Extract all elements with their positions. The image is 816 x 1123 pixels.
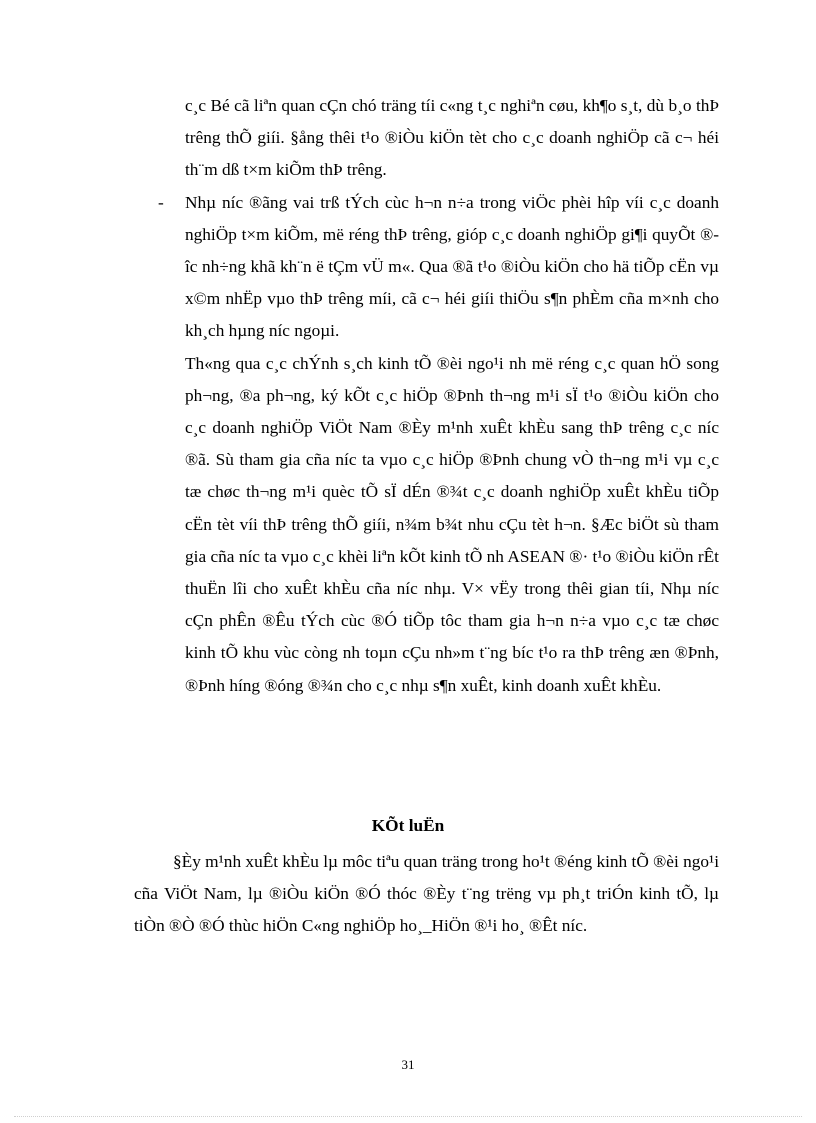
conclusion-paragraph: §Èy m¹nh xuÊt khÈu lµ môc tiªu quan träng trong ho¹t ®éng kinh tÕ ®èi ngo¹i cña ViÖt Nam, lµ ®iÒu kiÖn ®Ó thóc ®Èy t¨ng trëng vµ ph¸t triÓn kinh tÕ, lµ tiÒn ®Ò ®Ó thùc hiÖn C«ng nghiÖp ho¸_HiÖn ®¹i ho¸ ®Êt níc. <box>134 852 719 936</box>
bullet-dash: - <box>158 192 164 212</box>
paragraph-state-role: Nhµ níc ®ãng vai trß tÝch cùc h¬n n÷a trong viÖc phèi hîp víi c¸c doanh nghiÖp t×m kiÕm, më réng thÞ trêng, gióp c¸c doanh nghiÖp gi¶i quyÕt ®îc nh÷ng khã kh¨n ë tÇm vÜ m«. Qua ®ã t¹o ®iÒu kiÖn cho hä tiÕp cËn vµ x©m nhËp vµo thÞ trêng míi, cã c¬ héi giíi thiÖu s¶n phÈm cña m×nh cho kh¸ch hµng níc ngoµi. <box>185 192 719 341</box>
paragraph-economic-policy: Th«ng qua c¸c chÝnh s¸ch kinh tÕ ®èi ngo¹i nh më réng c¸c quan hÖ song ph¬ng, ®a ph¬ng, ký kÕt c¸c hiÖp ®Þnh th¬ng m¹i sÏ t¹o ®iÒu kiÖn cho c¸c doanh nghiÖp ViÖt Nam ®Èy m¹nh xuÊt khÈu sang thÞ trêng c¸c níc ®ã. Sù tham gia cña níc ta vµo c¸c hiÖp ®Þnh chung vÒ th¬ng m¹i vµ c¸c tæ chøc th¬ng m¹i quèc tÕ sÏ dÉn ®¾t c¸c doanh nghiÖp xuÊt khÈu tiÕp cËn tèt víi thÞ trêng thÕ giíi, n¾m b¾t nhu cÇu tèt h¬n. §Æc biÖt sù tham gia cña níc ta vµo c¸c khèi liªn kÕt kinh tÕ nh ASEAN ®· t¹o ®iÒu kiÖn rÊt thuËn lîi cho xuÊt khÈu cña níc nhµ. V× vËy trong thêi gian tíi, Nhµ níc cÇn phÊn ®Êu tÝch cùc ®Ó tiÕp tôc tham gia h¬n n÷a vµo c¸c tæ chøc kinh tÕ khu vùc còng nh toµn cÇu nh»m t¨ng bíc t¹o ra thÞ trêng æn ®Þnh, ®Þnh híng ®óng ®¾n cho c¸c nhµ s¶n xuÊt, kinh doanh xuÊt khÈu. <box>185 353 719 695</box>
body-text <box>158 90 719 702</box>
page-bottom-divider <box>14 1116 802 1117</box>
conclusion-heading: KÕt luËn <box>371 816 445 835</box>
conclusion-body <box>134 846 719 943</box>
paragraph-market-research: c¸c Bé cã liªn quan cÇn chó träng tíi c«ng t¸c nghiªn cøu, kh¶o s¸t, dù b¸o thÞ trêng thÕ giíi. §ång thêi t¹o ®iÒu kiÖn tèt cho c¸c doanh nghiÖp cã c¬ héi th¨m dß t×m kiÕm thÞ trêng. <box>185 96 719 180</box>
bullet-item <box>158 187 719 348</box>
page-number: 31 <box>401 1057 415 1072</box>
